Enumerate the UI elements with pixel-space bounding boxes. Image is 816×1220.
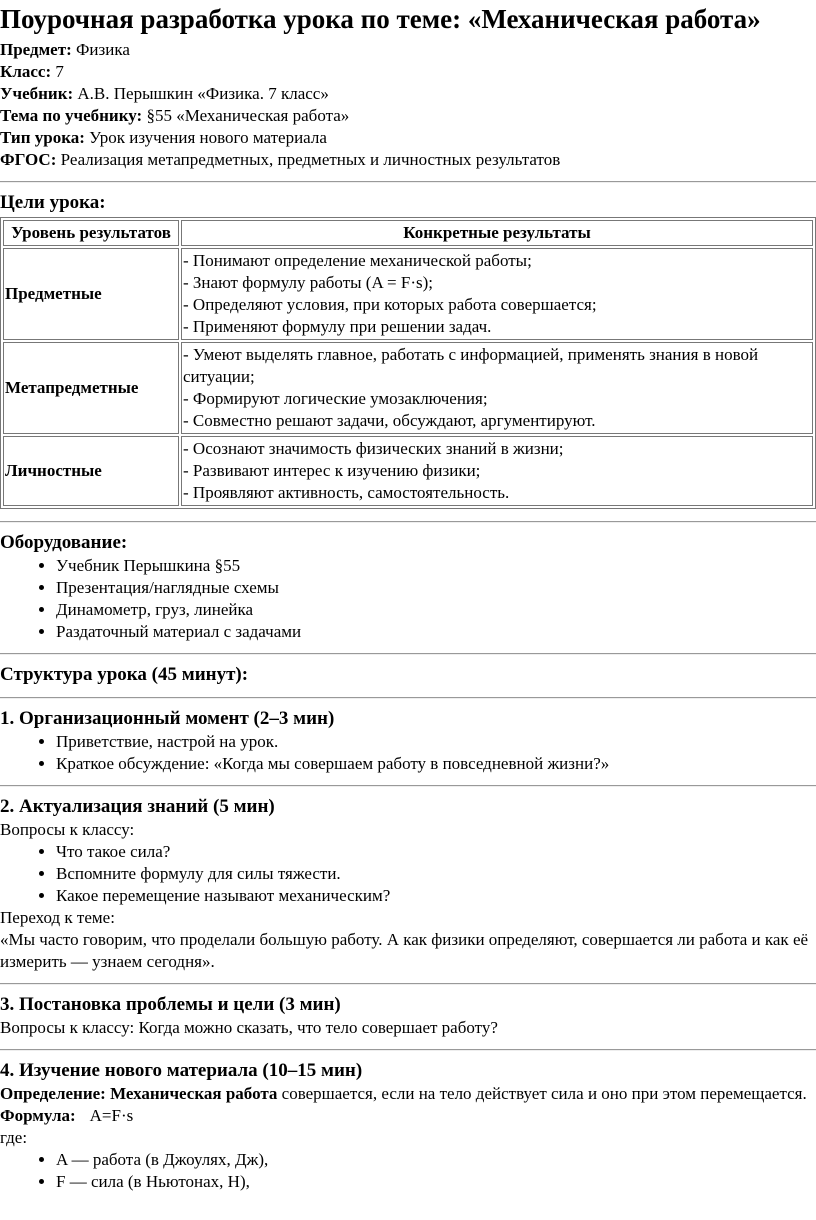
divider <box>0 181 816 183</box>
result-item: - Совместно решают задачи, обсуждают, аргументируют. <box>183 411 596 430</box>
results-cell <box>181 248 813 340</box>
list-item: • Динамометр, груз, линейка <box>56 599 816 621</box>
section-2-intro: Вопросы к классу: <box>0 820 135 839</box>
meta-label: Предмет: <box>0 40 72 59</box>
result-item: - Определяют условия, при которых работа совершается; <box>183 295 597 314</box>
meta-label: Тип урока: <box>0 128 85 147</box>
divider <box>0 521 816 523</box>
definition-text: совершается, если на тело действует сила и оно при этом перемещается. <box>277 1084 807 1103</box>
section-2-transition-text: «Мы часто говорим, что проделали большую работу. А как физики определяют, совершается ли работа и как её измерить — узнаем сегодня». <box>0 930 809 971</box>
meta-value: Физика <box>71 40 130 59</box>
level-cell: Метапредметные <box>3 342 179 434</box>
meta-block <box>0 39 816 171</box>
divider <box>0 697 816 699</box>
formula-line <box>0 1105 816 1127</box>
formula-label: Формула: <box>0 1106 76 1125</box>
list-item: • Раздаточный материал с задачами <box>56 621 816 643</box>
meta-lesson-type <box>0 127 816 149</box>
section-2-list <box>0 841 816 907</box>
meta-label: ФГОС: <box>0 150 57 169</box>
list-item: • Краткое обсуждение: «Когда мы совершаем работу в повседневной жизни?» <box>56 753 816 775</box>
section-4-list <box>0 1149 816 1193</box>
structure-heading: Структура урока (45 минут): <box>0 664 249 685</box>
table-row <box>3 248 813 340</box>
definition-label: Определение: <box>0 1084 106 1103</box>
table-header-row <box>3 220 813 246</box>
list-item: • F — сила (в Ньютонах, Н), <box>56 1171 816 1193</box>
meta-value: Урок изучения нового материала <box>84 128 327 147</box>
list-item: • Приветствие, настрой на урок. <box>56 731 816 753</box>
goals-table <box>0 217 816 509</box>
section-2-heading: 2. Актуализация знаний (5 мин) <box>0 796 275 817</box>
formula: A=F·s <box>89 1106 134 1125</box>
result-item: - Формируют логические умозаключения; <box>183 389 488 408</box>
result-item: - Понимают определение механической работы; <box>183 251 532 270</box>
equipment-list <box>0 555 816 643</box>
meta-value: 7 <box>51 62 64 81</box>
result-item: - Развивают интерес к изучению физики; <box>183 461 481 480</box>
definition <box>0 1083 816 1105</box>
goals-heading: Цели урока: <box>0 192 106 213</box>
col-header-level: Уровень результатов <box>3 220 179 246</box>
section-1-list <box>0 731 816 775</box>
table-row <box>3 436 813 506</box>
meta-fgos <box>0 149 816 171</box>
divider <box>0 983 816 985</box>
result-item: - Осознают значимость физических знаний в жизни; <box>183 439 564 458</box>
results-cell <box>181 342 813 434</box>
list-item: • Презентация/наглядные схемы <box>56 577 816 599</box>
list-item: • Какое перемещение называют механическим? <box>56 885 816 907</box>
equipment-heading: Оборудование: <box>0 532 128 553</box>
meta-textbook <box>0 83 816 105</box>
meta-label: Учебник: <box>0 84 74 103</box>
section-4-heading: 4. Изучение нового материала (10–15 мин) <box>0 1060 363 1081</box>
list-item: • A — работа (в Джоулях, Дж), <box>56 1149 816 1171</box>
meta-subject <box>0 39 816 61</box>
meta-label: Тема по учебнику: <box>0 106 143 125</box>
result-item: - Умеют выделять главное, работать с информацией, применять знания в новой ситуации; <box>183 345 759 386</box>
divider <box>0 653 816 655</box>
where-label: где: <box>0 1128 28 1147</box>
divider <box>0 785 816 787</box>
section-1-heading: 1. Организационный момент (2–3 мин) <box>0 708 335 729</box>
list-item: • Вспомните формулу для силы тяжести. <box>56 863 816 885</box>
meta-label: Класс: <box>0 62 52 81</box>
definition-term: Механическая работа <box>110 1084 278 1103</box>
table-row <box>3 342 813 434</box>
section-2-transition-label: Переход к теме: <box>0 908 115 927</box>
level-cell: Предметные <box>3 248 179 340</box>
meta-value: §55 «Механическая работа» <box>142 106 350 125</box>
result-item: - Применяют формулу при решении задач. <box>183 317 492 336</box>
divider <box>0 1049 816 1051</box>
meta-grade <box>0 61 816 83</box>
level-cell: Личностные <box>3 436 179 506</box>
meta-topic <box>0 105 816 127</box>
results-cell <box>181 436 813 506</box>
result-item: - Знают формулу работы (A = F·s); <box>183 273 434 292</box>
result-item: - Проявляют активность, самостоятельность. <box>183 483 510 502</box>
meta-value: А.В. Перышкин «Физика. 7 класс» <box>73 84 329 103</box>
page-title: Поурочная разработка урока по теме: «Механическая работа» <box>0 4 761 34</box>
list-item: • Что такое сила? <box>56 841 816 863</box>
meta-value: Реализация метапредметных, предметных и личностных результатов <box>56 150 561 169</box>
col-header-results: Конкретные результаты <box>181 220 813 246</box>
section-3-heading: 3. Постановка проблемы и цели (3 мин) <box>0 994 341 1015</box>
list-item: • Учебник Перышкина §55 <box>56 555 816 577</box>
section-3-text: Вопросы к классу: Когда можно сказать, что тело совершает работу? <box>0 1018 498 1037</box>
